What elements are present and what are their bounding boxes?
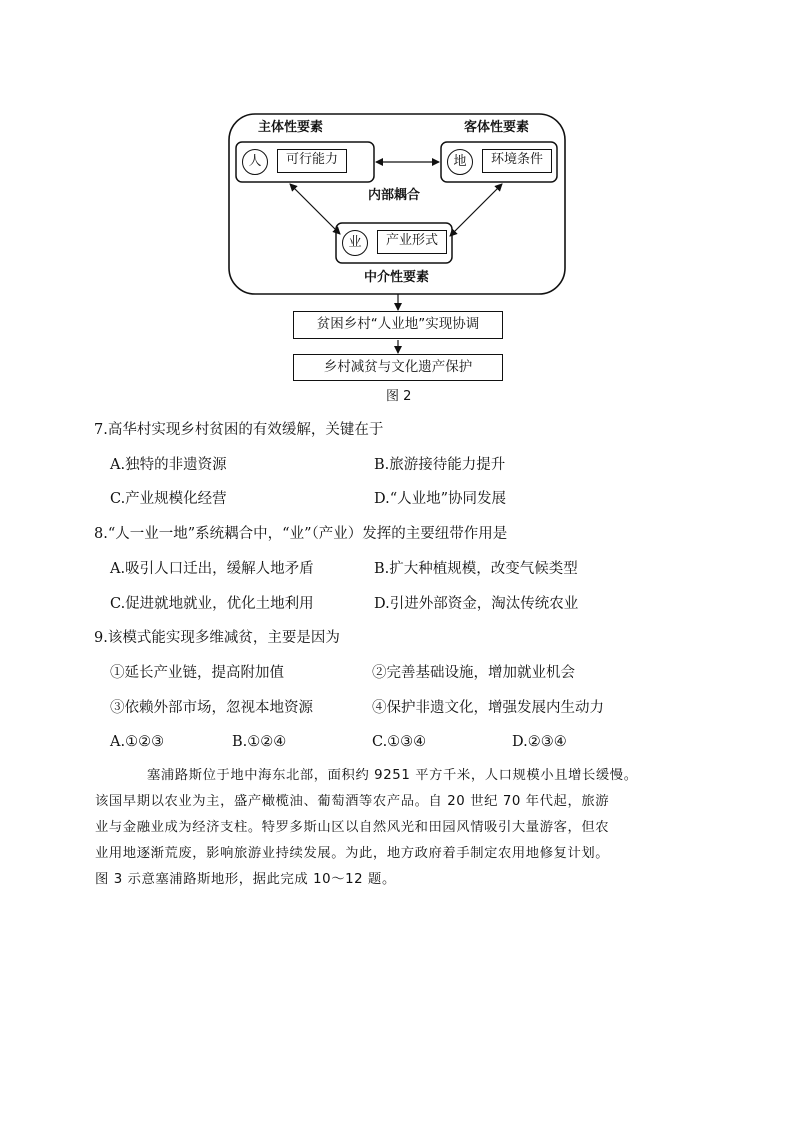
passage-line-3: 业与金融业成为经济支柱。特罗多斯山区以自然风光和田园风情吸引大量游客，但农 xyxy=(95,820,610,835)
passage-line-4: 业用地逐渐荒废，影响旅游业持续发展。为此，地方政府着手制定农用地修复计划。 xyxy=(95,846,610,861)
q8-option-a[interactable]: A.吸引人口迁出，缓解人地矛盾 xyxy=(110,561,314,577)
question-7-stem: 7.高华村实现乡村贫困的有效缓解，关键在于 xyxy=(94,422,384,438)
passage-line-1: 塞浦路斯位于地中海东北部，面积约 9251 平方千米，人口规模小且增长缓慢。 xyxy=(147,768,638,783)
q9-statement-4: ④保护非遗文化，增强发展内生动力 xyxy=(372,700,604,716)
di-ye-arrow xyxy=(450,184,502,236)
q9-option-a[interactable]: A.①②③ xyxy=(110,734,165,750)
ren-ye-arrow xyxy=(290,184,340,234)
q9-option-b[interactable]: B.①②④ xyxy=(232,734,287,750)
ren-circle: 人 xyxy=(242,149,268,175)
q8-option-b[interactable]: B.扩大种植规模，改变气候类型 xyxy=(374,561,578,577)
di-circle: 地 xyxy=(447,149,473,175)
q7-option-b[interactable]: B.旅游接待能力提升 xyxy=(374,457,506,473)
q7-option-d[interactable]: D.“人业地”协同发展 xyxy=(374,491,507,507)
environment-box: 环境条件 xyxy=(482,149,552,173)
subject-element-label: 主体性要素 xyxy=(258,120,324,135)
passage-line-5: 图 3 示意塞浦路斯地形，据此完成 10～12 题。 xyxy=(95,872,396,887)
object-element-label: 客体性要素 xyxy=(464,120,530,135)
question-9-stem: 9.该模式能实现多维减贫，主要是因为 xyxy=(94,630,340,646)
ability-box: 可行能力 xyxy=(277,149,347,173)
q9-statement-3: ③依赖外部市场，忽视本地资源 xyxy=(110,700,313,716)
q9-statement-2: ②完善基础设施，增加就业机会 xyxy=(372,665,575,681)
question-8-stem: 8.“人一业一地”系统耦合中，“业”（产业）发挥的主要纽带作用是 xyxy=(94,526,508,542)
ye-circle: 业 xyxy=(342,230,368,256)
flow-step-2-box: 乡村减贫与文化遗产保护 xyxy=(293,354,503,381)
outer-frame xyxy=(229,114,565,294)
intermediary-element-label: 中介性要素 xyxy=(364,270,430,285)
internal-coupling-label: 内部耦合 xyxy=(368,188,421,203)
cyprus-passage xyxy=(95,763,705,893)
industry-box: 产业形式 xyxy=(377,230,447,254)
q9-option-d[interactable]: D.②③④ xyxy=(512,734,567,750)
q8-option-d[interactable]: D.引进外部资金，淘汰传统农业 xyxy=(374,596,579,612)
flow-step-1-box: 贫困乡村“人业地”实现协调 xyxy=(293,311,503,339)
q9-statement-1: ①延长产业链，提高附加值 xyxy=(110,665,284,681)
q7-option-c[interactable]: C.产业规模化经营 xyxy=(110,491,227,507)
q7-option-a[interactable]: A.独特的非遗资源 xyxy=(110,457,227,473)
figure-2-diagram xyxy=(228,112,574,402)
figure-caption: 图 2 xyxy=(386,389,412,404)
q9-option-c[interactable]: C.①③④ xyxy=(372,734,427,750)
q8-option-c[interactable]: C.促进就地就业，优化土地利用 xyxy=(110,596,314,612)
passage-line-2: 该国早期以农业为主，盛产橄榄油、葡萄酒等农产品。自 20 世纪 70 年代起，旅游 xyxy=(95,794,610,809)
